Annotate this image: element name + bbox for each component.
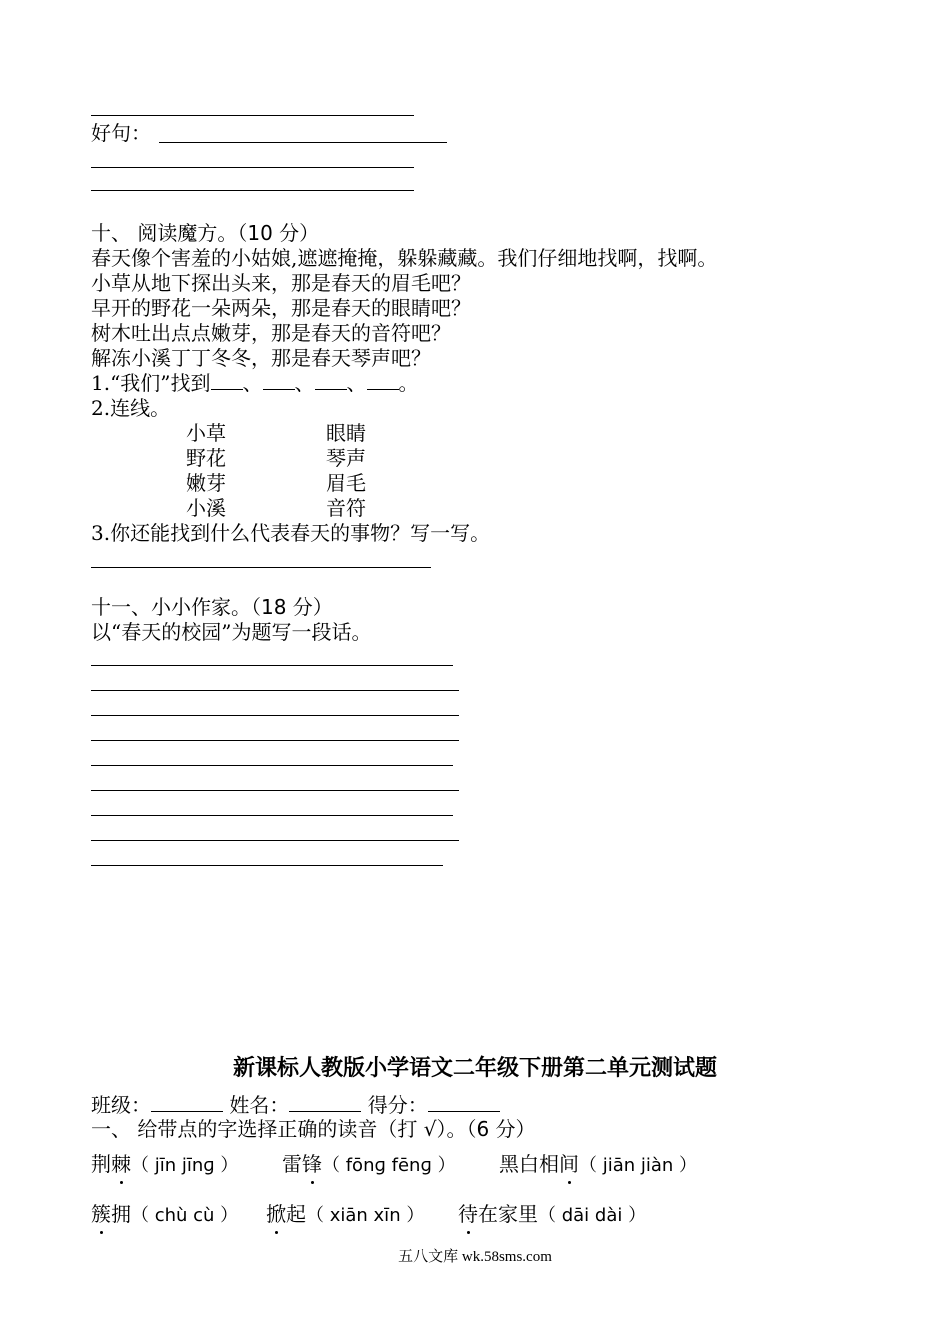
writing-line[interactable] — [91, 765, 453, 766]
class-field[interactable] — [151, 1111, 223, 1112]
pinyin-options[interactable]: （ fōnɡ fēnɡ ） — [322, 1155, 456, 1176]
writing-line[interactable] — [91, 790, 459, 791]
word-part: 雷 — [282, 1152, 302, 1176]
word-part: 荆 — [91, 1152, 111, 1176]
writing-line[interactable] — [91, 715, 459, 716]
pinyin-item — [91, 1202, 238, 1228]
section-10-heading: 十、 阅读魔方。（10 分） — [91, 221, 320, 245]
word-part: 黑白相 — [499, 1152, 559, 1176]
separator: 、 — [242, 371, 263, 395]
dotted-char: 棘 — [111, 1152, 131, 1176]
pinyin-item — [499, 1152, 697, 1178]
dotted-char: 掀 — [266, 1202, 286, 1226]
match-left-1[interactable]: 小草 — [186, 421, 226, 445]
class-label: 班级： — [91, 1093, 151, 1117]
writing-line[interactable] — [91, 840, 459, 841]
dotted-char: 待 — [458, 1202, 478, 1226]
passage-line-5: 解冻小溪丁丁冬冬，那是春天琴声吧？ — [91, 346, 431, 370]
student-info — [91, 1093, 500, 1117]
pinyin-item — [282, 1152, 456, 1178]
writing-line[interactable] — [91, 690, 459, 691]
pinyin-options[interactable]: （ jiān jiàn ） — [579, 1155, 698, 1176]
question-1 — [91, 371, 419, 395]
name-field[interactable] — [289, 1111, 361, 1112]
answer-line[interactable] — [91, 567, 431, 568]
pinyin-options[interactable]: （ dāi dài ） — [538, 1205, 647, 1226]
passage-line-2: 小草从地下探出头来，那是春天的眉毛吧？ — [91, 271, 471, 295]
blank-3[interactable] — [315, 389, 347, 390]
pinyin-item — [91, 1152, 238, 1178]
match-right-2[interactable]: 琴声 — [326, 446, 366, 470]
question-1-heading: 一、 给带点的字选择正确的读音（打 √）。（6 分） — [91, 1117, 536, 1141]
question-3: 3.你还能找到什么代表春天的事物？写一写。 — [91, 521, 491, 545]
pinyin-options[interactable]: （ xiān xīn ） — [306, 1205, 425, 1226]
word-part: 起 — [286, 1202, 306, 1226]
match-right-4[interactable]: 音符 — [326, 496, 366, 520]
writing-line[interactable] — [91, 865, 443, 866]
writing-line[interactable] — [91, 815, 453, 816]
match-left-2[interactable]: 野花 — [186, 446, 226, 470]
answer-line — [91, 115, 414, 116]
writing-prompt: 以“春天的校园”为题写一段话。 — [91, 620, 372, 644]
question-1-end: 。 — [398, 371, 419, 395]
writing-line[interactable] — [91, 665, 453, 666]
question-2: 2.连线。 — [91, 396, 171, 420]
good-sentence-label: 好句： — [91, 121, 151, 145]
match-left-4[interactable]: 小溪 — [186, 496, 226, 520]
blank-4[interactable] — [367, 389, 399, 390]
question-1-text: 1.“我们”找到 — [91, 371, 211, 395]
pinyin-options[interactable]: （ chù cù ） — [131, 1205, 239, 1226]
blank-1[interactable] — [211, 389, 243, 390]
pinyin-item — [266, 1202, 424, 1228]
passage-line-3: 早开的野花一朵两朵，那是春天的眼睛吧？ — [91, 296, 471, 320]
dotted-char: 簇 — [91, 1202, 111, 1226]
section-11-heading: 十一、小小作家。（18 分） — [91, 595, 333, 619]
match-right-1[interactable]: 眼睛 — [326, 421, 366, 445]
word-part: 拥 — [111, 1202, 131, 1226]
score-field[interactable] — [428, 1111, 500, 1112]
word-part: 在家里 — [478, 1202, 538, 1226]
name-label: 姓名： — [229, 1093, 290, 1117]
pinyin-options[interactable]: （ jīn jīnɡ ） — [131, 1155, 239, 1176]
dotted-char: 间 — [559, 1152, 579, 1176]
passage-line-1: 春天像个害羞的小姑娘,遮遮掩掩，躲躲藏藏。我们仔细地找啊，找啊。 — [91, 246, 718, 270]
separator: 、 — [346, 371, 367, 395]
pinyin-item — [458, 1202, 646, 1228]
answer-line — [91, 190, 414, 191]
match-right-3[interactable]: 眉毛 — [326, 471, 366, 495]
passage-line-4: 树木吐出点点嫩芽，那是春天的音符吧？ — [91, 321, 451, 345]
match-left-3[interactable]: 嫩芽 — [186, 471, 226, 495]
footer-watermark: 五八文库 wk.58sms.com — [398, 1249, 552, 1265]
writing-line[interactable] — [91, 740, 459, 741]
answer-line — [91, 167, 414, 168]
good-sentence-line[interactable] — [159, 142, 447, 143]
blank-2[interactable] — [263, 389, 295, 390]
score-label: 得分： — [367, 1093, 428, 1117]
test-title: 新课标人教版小学语文二年级下册第二单元测试题 — [232, 1056, 717, 1081]
separator: 、 — [294, 371, 315, 395]
dotted-char: 锋 — [302, 1152, 322, 1176]
